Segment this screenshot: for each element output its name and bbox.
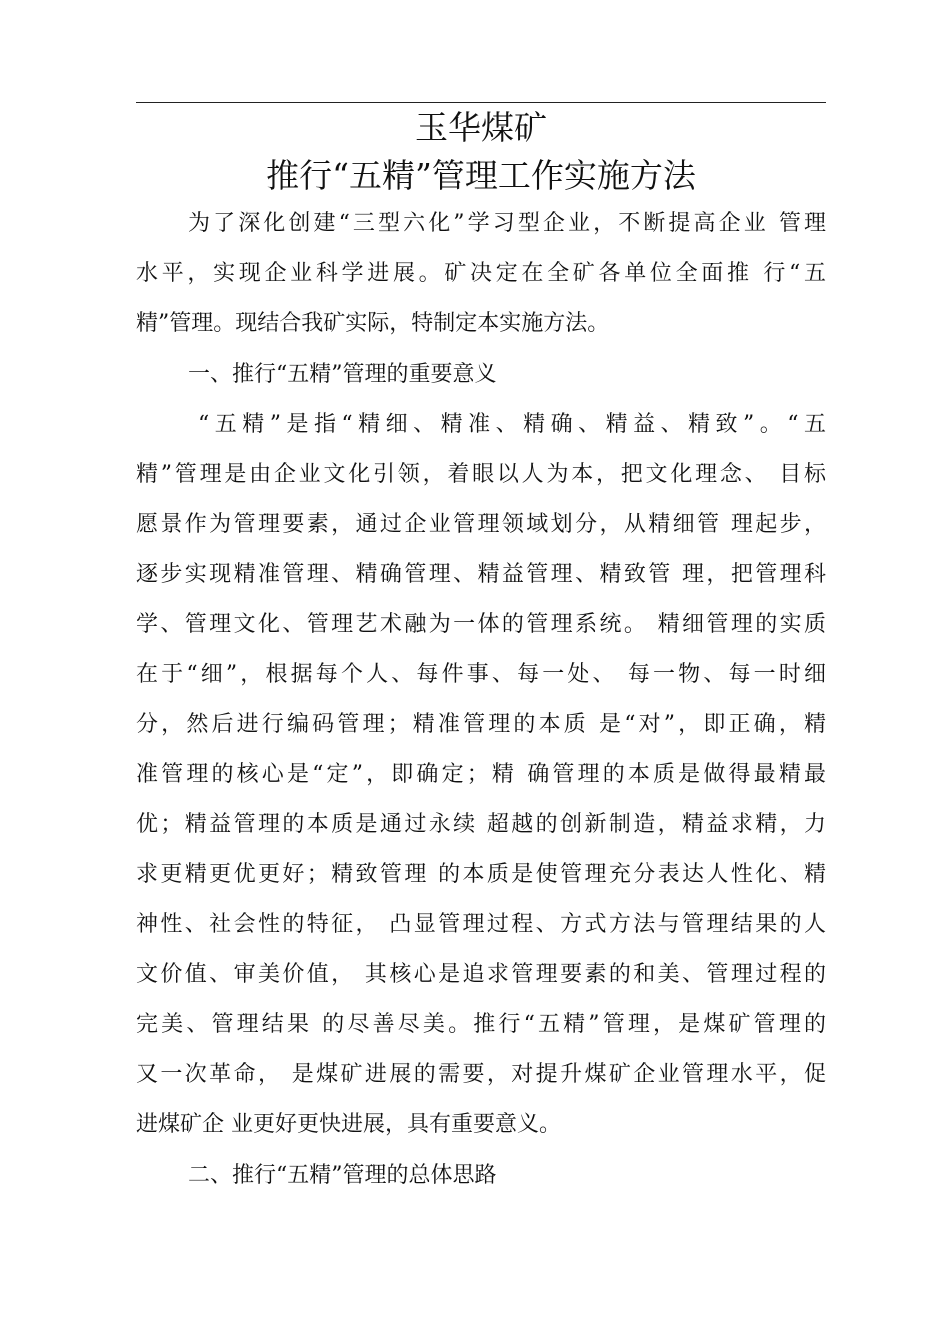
body-line: 求更精更优更好；精致管理 的本质是使管理充分表达人性化、精 xyxy=(136,862,826,887)
document-title: 玉华煤矿 xyxy=(415,108,547,147)
body-line: 在于“细”，根据每个人、每件事、每一处、 每一物、每一时细 xyxy=(136,662,826,687)
body-line: 分，然后进行编码管理；精准管理的本质 是“对”，即正确，精 xyxy=(136,712,826,737)
body-line: 准管理的核心是“定”，即确定；精 确管理的本质是做得最精最 xyxy=(136,762,826,787)
body-line: 精”管理是由企业文化引领，着眼以人为本，把文化理念、 目标 xyxy=(136,462,826,487)
body-line: 文价值、审美价值， 其核心是追求管理要素的和美、管理过程的 xyxy=(136,962,826,987)
body-line: 完美、管理结果 的尽善尽美。推行“五精”管理，是煤矿管理的 xyxy=(136,1012,826,1037)
intro-line: 水平，实现企业科学进展。矿决定在全矿各单位全面推 行“五 xyxy=(136,261,826,286)
body-line: 神性、社会性的特征， 凸显管理过程、方式方法与管理结果的人 xyxy=(136,912,826,937)
header-rule xyxy=(136,102,826,103)
section-heading-2: 二、推行“五精”管理的总体思路 xyxy=(188,1163,497,1188)
body-line: 又一次革命， 是煤矿进展的需要，对提升煤矿企业管理水平，促 xyxy=(136,1062,826,1087)
body-line: 优；精益管理的本质是通过永续 超越的创新制造，精益求精，力 xyxy=(136,812,826,837)
intro-line: 为了深化创建“三型六化”学习型企业，不断提高企业 管理 xyxy=(188,211,826,236)
body-line: 逐步实现精准管理、精确管理、精益管理、精致管 理，把管理科 xyxy=(136,562,826,587)
document-subtitle: 推行“五精”管理工作实施方法 xyxy=(266,156,696,195)
body-line: 学、管理文化、管理艺术融为一体的管理系统。 精细管理的实质 xyxy=(136,612,826,637)
body-line: 愿景作为管理要素，通过企业管理领域划分，从精细管 理起步， xyxy=(136,512,826,537)
intro-line: 精”管理。现结合我矿实际，特制定本实施方法。 xyxy=(136,311,610,336)
body-line: 进煤矿企 业更好更快进展，具有重要意义。 xyxy=(136,1112,561,1137)
body-line: “五精”是指“精细、精准、精确、精益、精致”。“五 xyxy=(198,412,826,437)
section-heading-1: 一、推行“五精”管理的重要意义 xyxy=(188,362,497,387)
